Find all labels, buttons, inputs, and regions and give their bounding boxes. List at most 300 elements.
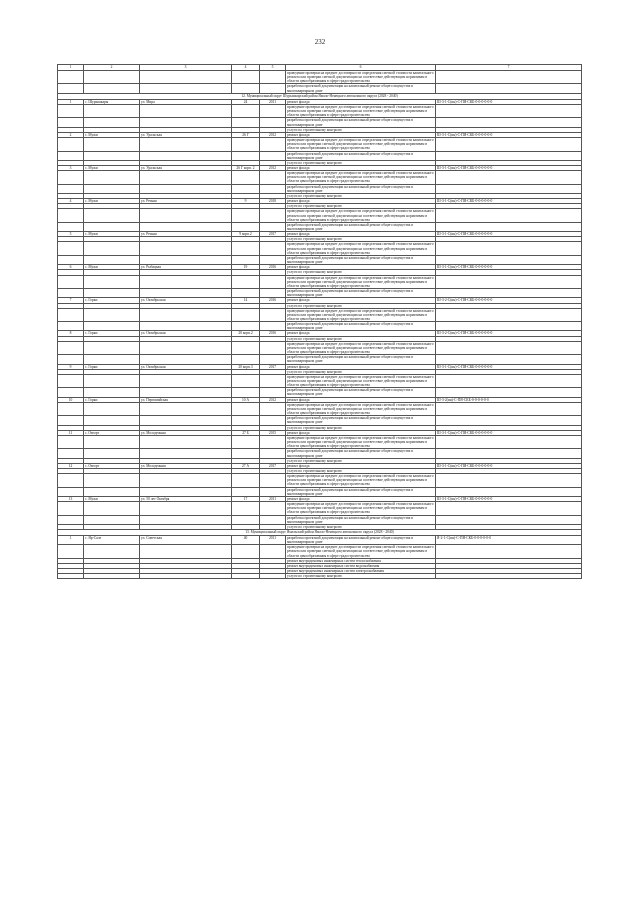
work-type: разработка проектной документации на капитальный ремонт общего имущества в многоквартирном доме [286, 416, 436, 425]
work-row [58, 355, 582, 364]
work-type: проведение проверки на предмет достоверности определения сметной стоимости капитального ремонта или проверки сметной документации на соответствие действующим нормативам в области ценообразования в сфере градостроительства [287, 71, 434, 84]
build-year: 2015 [260, 430, 286, 435]
work-type: ремонт фасада [286, 430, 436, 435]
build-year: 2012 [260, 397, 286, 402]
empty-cell [232, 474, 260, 487]
work-code [436, 545, 582, 558]
work-type: услуги по строительному контролю [286, 574, 436, 579]
empty-cell [232, 515, 260, 524]
empty-cell [140, 435, 232, 448]
work-type: разработка проектной документации на капитальный ремонт общего имущества в многоквартирном доме [286, 388, 436, 397]
row-number: 4 [58, 199, 84, 204]
empty-cell [260, 184, 286, 193]
work-type: ремонт фасада [286, 165, 436, 170]
work-code [436, 255, 582, 264]
repair-register-body [58, 65, 582, 579]
work-row [58, 416, 582, 425]
work-type: ремонт фасада [286, 463, 436, 468]
street: ул. Молодежная [140, 463, 232, 468]
work-type: услуги по строительному контролю [286, 458, 436, 463]
house-number: 20 корп.3 [232, 364, 260, 369]
empty-cell [58, 574, 84, 579]
work-row [58, 275, 582, 288]
work-code [436, 118, 582, 127]
work-code [436, 209, 582, 222]
row-number: 12 [58, 463, 84, 468]
empty-cell [140, 416, 232, 425]
empty-cell [140, 308, 232, 321]
empty-cell [260, 487, 286, 496]
work-code: Ш-3-1-С(ин)-С-ПЯ-СКБ-0-0-0-0-0-0 [436, 99, 582, 104]
street: ул. Речная [140, 232, 232, 237]
empty-cell [140, 502, 232, 515]
empty-cell [58, 104, 84, 117]
work-code: Ш-3-2-С(ин)-С-ПЯ-СКБ-0-0-0-0-0-0 [436, 298, 582, 303]
work-type: ремонт фасада [286, 331, 436, 336]
house-number: 24 [232, 99, 260, 104]
column-number: 6 [286, 65, 436, 71]
row-number: 3 [58, 165, 84, 170]
work-type: ремонт фасада [286, 265, 436, 270]
work-row [58, 138, 582, 151]
work-code: Ш-3-2-С(ин)-С-ПЯ-СКБ-0-0-0-0-0-0 [436, 331, 582, 336]
empty-cell [232, 402, 260, 415]
empty-cell [260, 308, 286, 321]
work-row [58, 84, 582, 93]
empty-cell [140, 118, 232, 127]
empty-cell [260, 449, 286, 458]
empty-cell [232, 545, 260, 558]
empty-cell [58, 374, 84, 387]
empty-cell [58, 242, 84, 255]
empty-cell [232, 308, 260, 321]
empty-cell [260, 322, 286, 331]
work-code: Ш-3-1-С(ин)-С-ПЯ-СКБ-0-0-0-0-0-0 [436, 132, 582, 137]
empty-cell [84, 388, 140, 397]
empty-cell [260, 138, 286, 151]
empty-cell [84, 322, 140, 331]
work-row [58, 545, 582, 558]
empty-cell [84, 71, 140, 84]
empty-cell [232, 341, 260, 354]
empty-cell [260, 71, 286, 84]
empty-cell [260, 502, 286, 515]
empty-cell [260, 341, 286, 354]
house-number: 26 Г корп. 2 [232, 165, 260, 170]
empty-cell [140, 545, 232, 558]
row-number: 1 [58, 536, 84, 545]
work-code [436, 104, 582, 117]
work-type: проведение проверки на предмет достоверности определения сметной стоимости капитального ремонта или проверки сметной документации на соответствие действующим нормативам в области ценообразования в сфере градостроительства [287, 402, 434, 416]
street: ул. 50 лет Октября [140, 496, 232, 501]
build-year: 2016 [260, 298, 286, 303]
empty-cell [84, 104, 140, 117]
empty-cell [84, 374, 140, 387]
empty-cell [232, 184, 260, 193]
settlement: с. Мужи [84, 132, 140, 137]
work-type: проведение проверки на предмет достоверности определения сметной стоимости капитального ремонта или проверки сметной документации на соответствие действующим нормативам в области ценообразования в сфере градостроительства [287, 474, 434, 487]
build-year: 2011 [260, 99, 286, 104]
empty-cell [58, 138, 84, 151]
work-row [58, 184, 582, 193]
work-row [58, 474, 582, 487]
build-year: 2017 [260, 364, 286, 369]
empty-cell [84, 289, 140, 298]
work-code [436, 574, 582, 579]
house-number: 27 А [232, 463, 260, 468]
street: ул. Уральская [140, 132, 232, 137]
work-type: разработка проектной документации на капитальный ремонт общего имущества в многоквартирном доме [286, 536, 436, 545]
empty-cell [260, 374, 286, 387]
empty-cell [84, 118, 140, 127]
row-number: 11 [58, 430, 84, 435]
section-heading: 12. Муниципальный округ Шурышкарский район Ямало-Ненецкого автономного округа (2028 - 2040) [58, 93, 582, 99]
empty-cell [84, 255, 140, 264]
empty-cell [58, 289, 84, 298]
work-type: ремонт внутридомовых инженерных систем электроснабжения [286, 569, 436, 574]
empty-cell [260, 255, 286, 264]
empty-cell [58, 515, 84, 524]
house-number: 9 корп.2 [232, 232, 260, 237]
work-type: ремонт фасада [286, 397, 436, 402]
work-type: ремонт фасада [286, 99, 436, 104]
empty-cell [140, 138, 232, 151]
work-type: ремонт внутридомовых инженерных систем водоснабжения [286, 563, 436, 568]
empty-cell [260, 222, 286, 231]
column-number: 3 [140, 65, 232, 71]
build-year: 2011 [260, 496, 286, 501]
work-code [436, 416, 582, 425]
empty-cell [84, 355, 140, 364]
work-type: услуги по строительному контролю [286, 369, 436, 374]
build-year: 2012 [260, 132, 286, 137]
empty-cell [58, 275, 84, 288]
work-type: проведение проверки на предмет достоверности определения сметной стоимости капитального ремонта или проверки сметной документации на соответствие действующим нормативам в области ценообразования в сфере градостроительства [287, 341, 434, 355]
empty-cell [232, 388, 260, 397]
column-number: 2 [84, 65, 140, 71]
work-row [58, 374, 582, 387]
column-number: 7 [436, 65, 582, 71]
work-code: Я-2-1-С(ин)-С-ПЯ-СКБ-0-0-0-0-0-0 [436, 536, 582, 545]
empty-cell [140, 574, 232, 579]
work-type: проведение проверки на предмет достоверности определения сметной стоимости капитального ремонта или проверки сметной документации на соответствие действующим нормативам в области ценообразования в сфере градостроительства [287, 308, 434, 321]
empty-cell [140, 388, 232, 397]
empty-cell [58, 84, 84, 93]
work-type: разработка проектной документации на капитальный ремонт общего имущества в многоквартирном доме [286, 355, 436, 364]
work-code [436, 138, 582, 151]
empty-cell [84, 222, 140, 231]
empty-cell [58, 545, 84, 558]
empty-cell [232, 289, 260, 298]
empty-cell [260, 435, 286, 448]
house-number: 26 Г [232, 132, 260, 137]
settlement: с. Горки [84, 331, 140, 336]
settlement: с. Мужи [84, 265, 140, 270]
empty-cell [140, 355, 232, 364]
street: ул. Советская [140, 536, 232, 545]
empty-cell [140, 184, 232, 193]
work-code [436, 289, 582, 298]
work-code: Ш-3-1-С(ин)-С-ПЯ-СКБ-0-0-0-0-0-0 [436, 364, 582, 369]
empty-cell [58, 474, 84, 487]
work-row [58, 574, 582, 579]
work-row [58, 255, 582, 264]
empty-cell [84, 502, 140, 515]
work-row [58, 515, 582, 524]
empty-cell [140, 71, 232, 84]
settlement: с. Мужи [84, 165, 140, 170]
work-type: ремонт фасада [286, 132, 436, 137]
empty-cell [232, 151, 260, 160]
work-row [58, 435, 582, 448]
empty-cell [84, 435, 140, 448]
empty-cell [232, 242, 260, 255]
empty-cell [84, 138, 140, 151]
work-type: разработка проектной документации на капитальный ремонт общего имущества в многоквартирном доме [286, 255, 436, 264]
empty-cell [140, 289, 232, 298]
house-number: 17 [232, 496, 260, 501]
work-code [436, 275, 582, 288]
settlement: с. Овгорт [84, 463, 140, 468]
house-number: 40 [232, 536, 260, 545]
empty-cell [232, 449, 260, 458]
empty-cell [232, 275, 260, 288]
empty-cell [140, 275, 232, 288]
work-row [58, 222, 582, 231]
street: ул. Октябрьская [140, 298, 232, 303]
work-type: проведение проверки на предмет достоверности определения сметной стоимости капитального ремонта или проверки сметной документации на соответствие действующим нормативам в области ценообразования в сфере градостроительства [287, 138, 434, 151]
settlement: с. Яр-Сале [84, 536, 140, 545]
work-type: проведение проверки на предмет достоверности определения сметной стоимости капитального ремонта или проверки сметной документации на соответствие действующим нормативам в области ценообразования в сфере градостроительства [287, 502, 434, 515]
work-code: Ш-3-1-С(ин)-С-ПЯ-СКБ-0-0-0-0-0-0 [436, 232, 582, 237]
empty-cell [140, 341, 232, 354]
street: ул. Речная [140, 199, 232, 204]
empty-cell [260, 289, 286, 298]
work-type: разработка проектной документации на капитальный ремонт общего имущества в многоквартирном доме [286, 84, 436, 93]
empty-cell [260, 209, 286, 222]
empty-cell [140, 322, 232, 331]
work-code: Ш-3-1-С(ин)-С-ПЯ-СКБ-0-0-0-0-0-0 [436, 199, 582, 204]
work-type: услуги по строительному контролю [286, 237, 436, 242]
empty-cell [58, 416, 84, 425]
empty-cell [232, 255, 260, 264]
work-type: ремонт фасада [286, 232, 436, 237]
empty-cell [58, 118, 84, 127]
street: ул. Мира [140, 99, 232, 104]
house-number: 27 Б [232, 430, 260, 435]
street: ул. Уральская [140, 165, 232, 170]
work-type: разработка проектной документации на капитальный ремонт общего имущества в многоквартирном доме [286, 449, 436, 458]
empty-cell [232, 118, 260, 127]
work-code [436, 402, 582, 415]
empty-cell [232, 574, 260, 579]
build-year: 2011 [260, 536, 286, 545]
work-type: разработка проектной документации на капитальный ремонт общего имущества в многоквартирном доме [286, 322, 436, 331]
work-row [58, 487, 582, 496]
work-code [436, 71, 582, 84]
empty-cell [58, 184, 84, 193]
empty-cell [232, 487, 260, 496]
empty-cell [232, 435, 260, 448]
work-code [436, 388, 582, 397]
settlement: с. Горки [84, 364, 140, 369]
empty-cell [84, 84, 140, 93]
empty-cell [140, 209, 232, 222]
row-number: 5 [58, 232, 84, 237]
empty-cell [140, 487, 232, 496]
settlement: с. Горки [84, 298, 140, 303]
empty-cell [84, 402, 140, 415]
empty-cell [84, 574, 140, 579]
work-code [436, 374, 582, 387]
house-number: 14 [232, 298, 260, 303]
empty-cell [58, 209, 84, 222]
repair-register-table [57, 64, 582, 579]
empty-cell [140, 171, 232, 184]
work-type: разработка проектной документации на капитальный ремонт общего имущества в многоквартирном доме [286, 515, 436, 524]
street: ул. Октябрьская [140, 364, 232, 369]
empty-cell [232, 71, 260, 84]
work-type: проведение проверки на предмет достоверности определения сметной стоимости капитального ремонта или проверки сметной документации на соответствие действующим нормативам в области ценообразования в сфере градостроительства [287, 209, 434, 222]
work-row [58, 449, 582, 458]
work-type: ремонт фасада [286, 364, 436, 369]
work-code [436, 449, 582, 458]
work-type: услуги по строительному контролю [286, 303, 436, 308]
work-row [58, 388, 582, 397]
empty-cell [58, 222, 84, 231]
work-code [436, 474, 582, 487]
house-number: 20 корп.2 [232, 331, 260, 336]
work-code [436, 487, 582, 496]
work-code [436, 308, 582, 321]
empty-cell [58, 341, 84, 354]
empty-cell [140, 242, 232, 255]
empty-cell [84, 474, 140, 487]
empty-cell [84, 545, 140, 558]
empty-cell [58, 449, 84, 458]
work-type: проведение проверки на предмет достоверности определения сметной стоимости капитального ремонта или проверки сметной документации на соответствие действующим нормативам в области ценообразования в сфере градостроительства [287, 374, 434, 388]
empty-cell [260, 275, 286, 288]
build-year: 2018 [260, 199, 286, 204]
empty-cell [140, 104, 232, 117]
row-number: 13 [58, 496, 84, 501]
house-number: 9 [232, 199, 260, 204]
work-row [58, 502, 582, 515]
empty-cell [58, 308, 84, 321]
settlement: с. Мужи [84, 199, 140, 204]
build-year: 2016 [260, 331, 286, 336]
empty-cell [58, 71, 84, 84]
empty-cell [260, 355, 286, 364]
empty-cell [232, 209, 260, 222]
empty-cell [232, 416, 260, 425]
settlement: с. Горки [84, 397, 140, 402]
work-type: услуги по строительному контролю [286, 336, 436, 341]
work-code [436, 84, 582, 93]
empty-cell [140, 374, 232, 387]
empty-cell [140, 474, 232, 487]
work-row [58, 151, 582, 160]
work-row [58, 171, 582, 184]
empty-cell [58, 322, 84, 331]
empty-cell [84, 209, 140, 222]
work-row [58, 289, 582, 298]
settlement: с. Овгорт [84, 430, 140, 435]
work-type: проведение проверки на предмет достоверности определения сметной стоимости капитального ремонта или проверки сметной документации на соответствие действующим нормативам в области ценообразования в сфере градостроительства [287, 104, 434, 118]
empty-cell [140, 222, 232, 231]
work-type: услуги по строительному контролю [286, 270, 436, 275]
empty-cell [84, 308, 140, 321]
work-row [58, 242, 582, 255]
work-type: разработка проектной документации на капитальный ремонт общего имущества в многоквартирном доме [286, 151, 436, 160]
empty-cell [260, 474, 286, 487]
page-number: 232 [314, 38, 326, 46]
empty-cell [140, 402, 232, 415]
work-row [58, 71, 582, 84]
empty-cell [260, 118, 286, 127]
row-number: 9 [58, 364, 84, 369]
work-code [436, 151, 582, 160]
column-number: 5 [260, 65, 286, 71]
empty-cell [84, 449, 140, 458]
work-type: ремонт фасада [286, 496, 436, 501]
work-type: разработка проектной документации на капитальный ремонт общего имущества в многоквартирном доме [286, 487, 436, 496]
empty-cell [140, 255, 232, 264]
row-number: 2 [58, 132, 84, 137]
empty-cell [260, 545, 286, 558]
row-number: 1 [58, 99, 84, 104]
settlement: с. Мужи [84, 496, 140, 501]
column-number: 1 [58, 65, 84, 71]
work-code [436, 171, 582, 184]
work-type: ремонт фасада [286, 298, 436, 303]
empty-cell [58, 255, 84, 264]
build-year: 2012 [260, 165, 286, 170]
work-row [58, 402, 582, 415]
empty-cell [260, 515, 286, 524]
settlement: с. Мужи [84, 232, 140, 237]
work-row [58, 104, 582, 117]
work-code [436, 341, 582, 354]
empty-cell [232, 355, 260, 364]
empty-cell [232, 374, 260, 387]
work-code: Ш-3-1-С(ин)-С-ПЯ-СКБ-0-0-0-0-0-0 [436, 496, 582, 501]
work-code [436, 322, 582, 331]
build-year: 2017 [260, 463, 286, 468]
work-type: проведение проверки на предмет достоверности определения сметной стоимости капитального ремонта или проверки сметной документации на соответствие действующим нормативам в области ценообразования в сфере градостроительства [287, 275, 434, 288]
empty-cell [260, 151, 286, 160]
work-code: Ш-3-1-С(ин)-С-ПЯ-СКБ-0-0-0-0-0-0 [436, 463, 582, 468]
empty-cell [84, 487, 140, 496]
empty-cell [140, 151, 232, 160]
row-number: 8 [58, 331, 84, 336]
work-code [436, 502, 582, 515]
house-row [58, 536, 582, 545]
empty-cell [232, 84, 260, 93]
work-type: услуги по строительному контролю [286, 127, 436, 132]
work-code: Ш-3-1-С(ин)-С-ПЯ-СКБ-0-0-0-0-0-0 [436, 265, 582, 270]
empty-cell [84, 242, 140, 255]
empty-cell [84, 275, 140, 288]
empty-cell [58, 355, 84, 364]
empty-cell [84, 341, 140, 354]
work-type: услуги по строительному контролю [286, 160, 436, 165]
empty-cell [260, 104, 286, 117]
house-number: 19 [232, 265, 260, 270]
empty-cell [58, 151, 84, 160]
street: ул. Октябрьская [140, 331, 232, 336]
empty-cell [58, 388, 84, 397]
